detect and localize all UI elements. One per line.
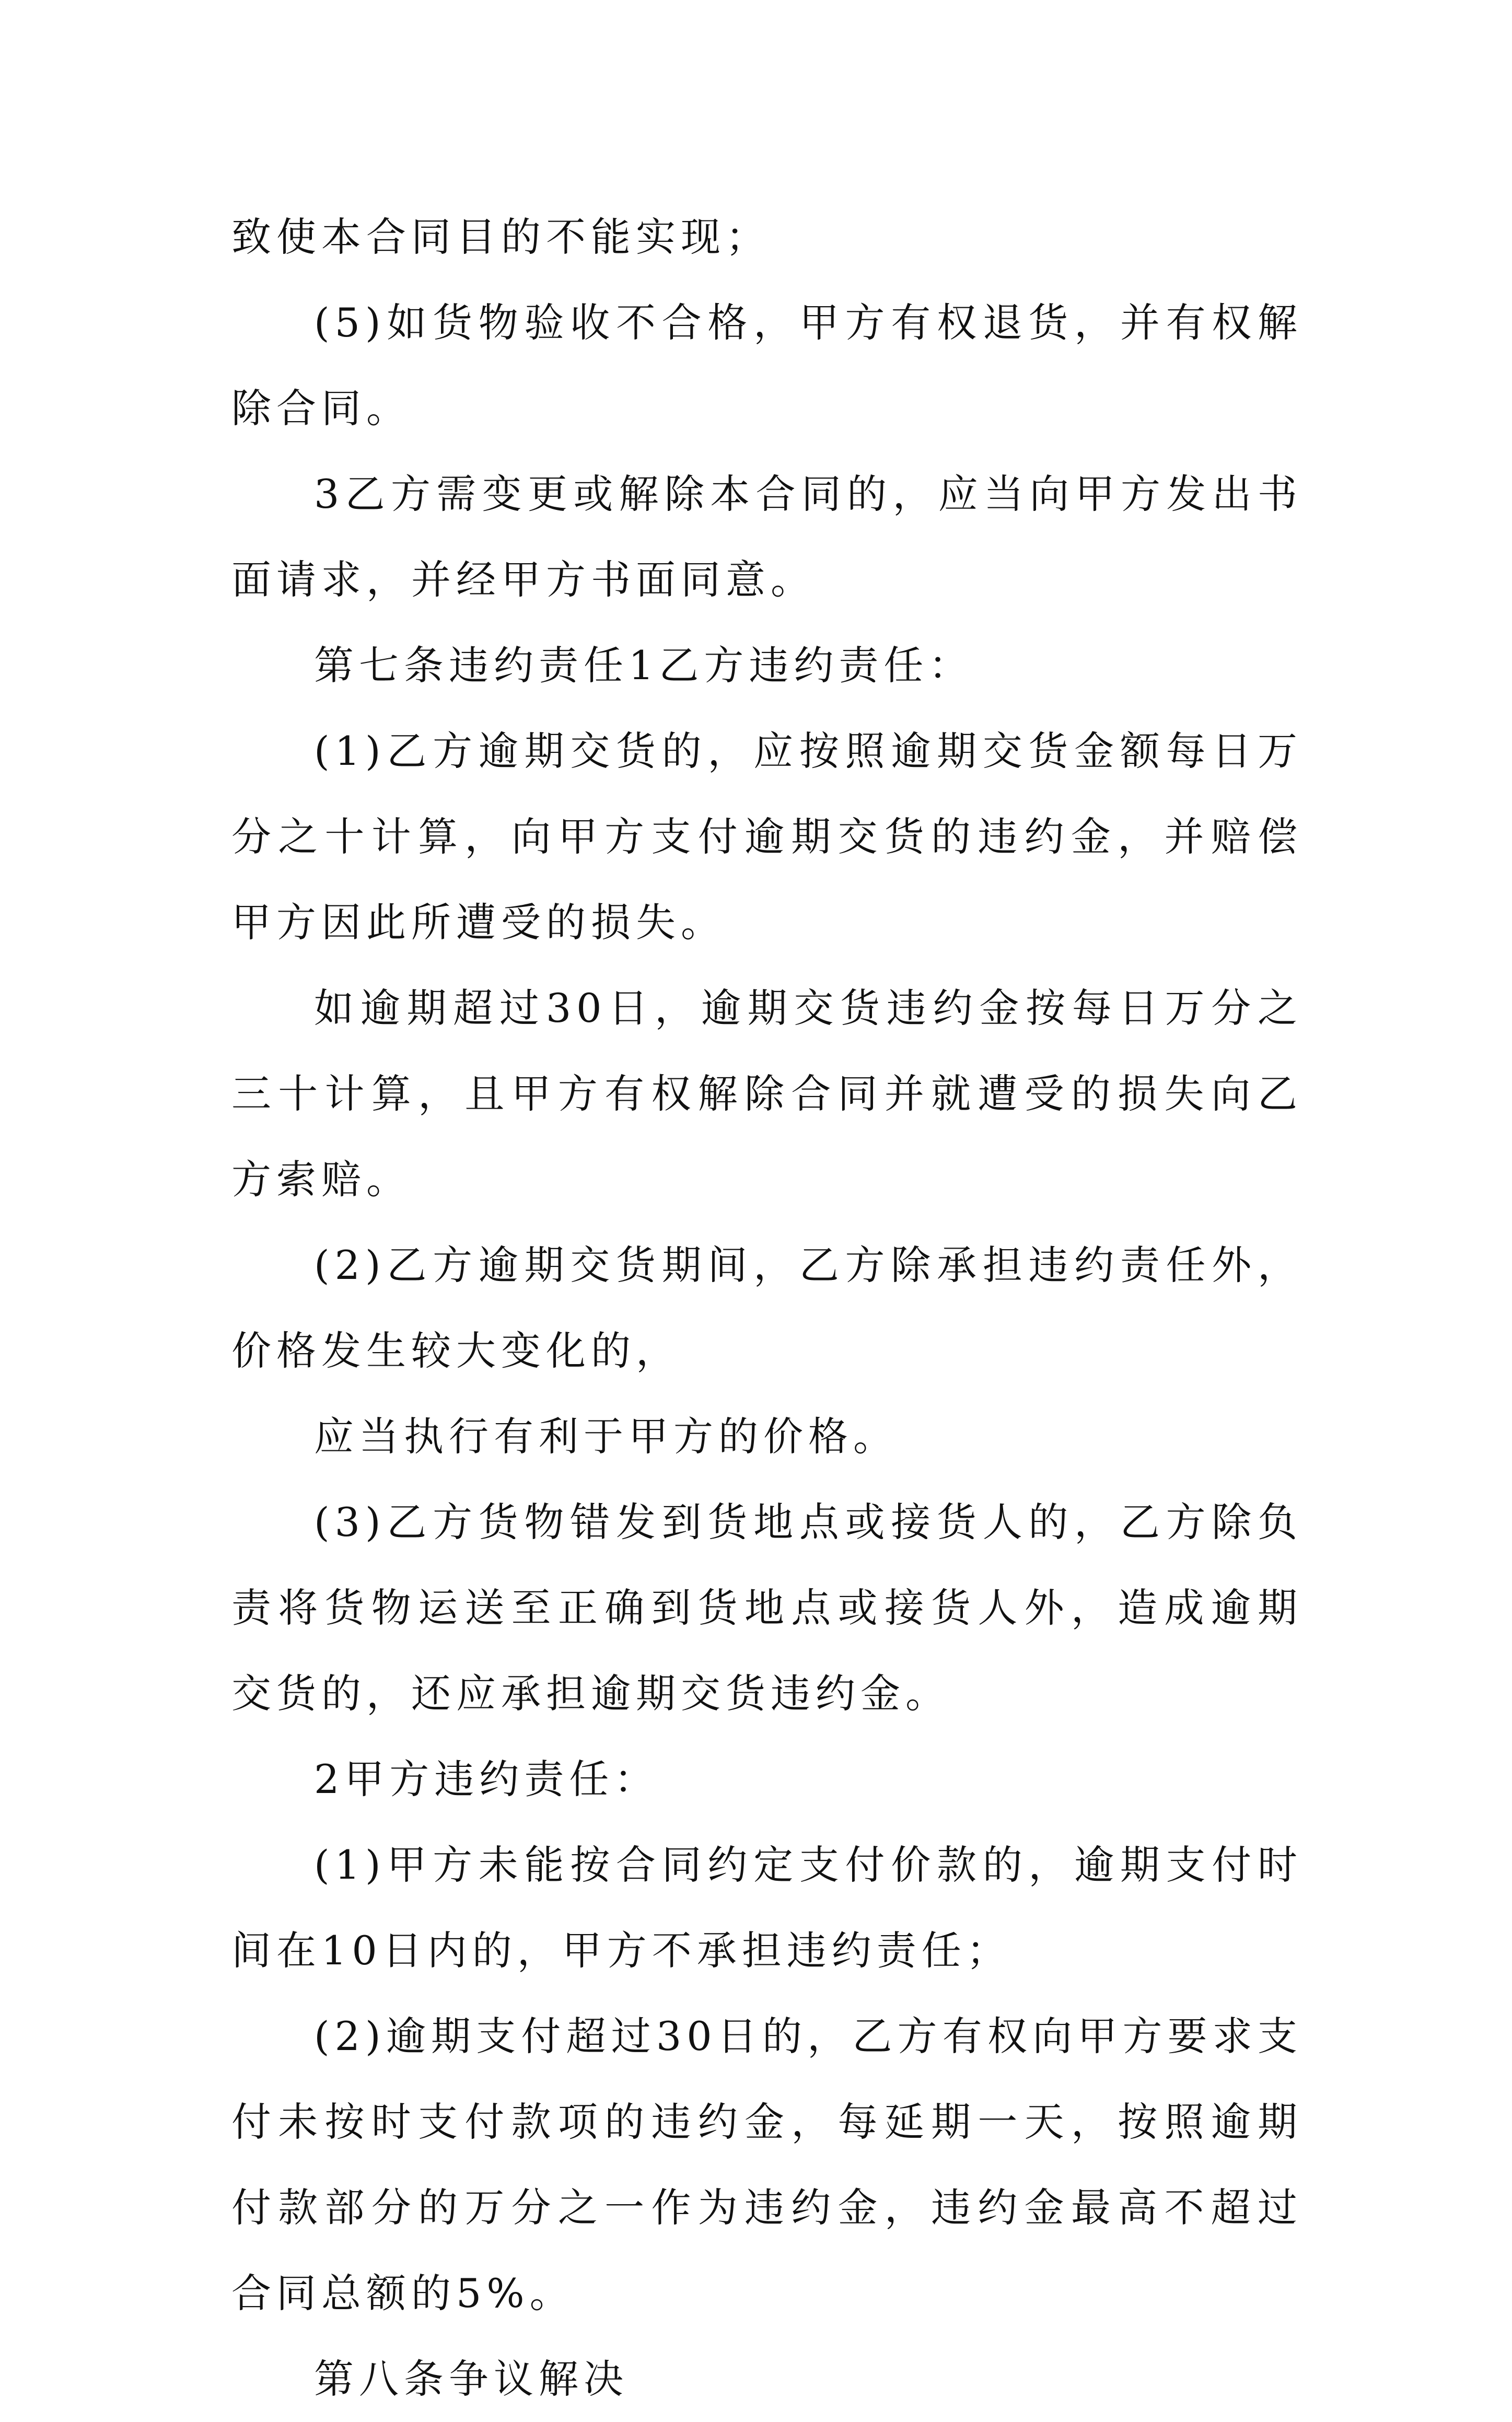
document-body: [231, 194, 1302, 2422]
paragraph-item-5-inspection: (5)如货物验收不合格，甲方有权退货，并有权解除合同。: [231, 299, 1302, 432]
paragraph-item-1-late-payment: (1)甲方未能按合同约定支付价款的，逾期支付时间在10日内的，甲方不承担违约责任；: [231, 1842, 1302, 1974]
paragraph-item-3-change-request: 3乙方需变更或解除本合同的，应当向甲方发出书面请求，并经甲方书面同意。: [231, 471, 1302, 603]
paragraph-item-1-late-delivery: (1)乙方逾期交货的，应按照逾期交货金额每日万分之十计算，向甲方支付逾期交货的违约金，并赔偿甲方因此所遭受的损失。: [231, 728, 1302, 946]
paragraph-item-3-wrong-delivery: (3)乙方货物错发到货地点或接货人的，乙方除负责将货物运送至正确到货地点或接货人外，造成逾期交货的，还应承担逾期交货违约金。: [231, 1499, 1302, 1717]
paragraph-party-a-liability: 2甲方违约责任：: [314, 1756, 659, 1802]
section-heading-article-8: 第八条争议解决: [314, 2356, 629, 2402]
paragraph-favorable-price: 应当执行有利于甲方的价格。: [314, 1413, 898, 1460]
paragraph-item-2-penalty: (2)逾期支付超过30日的，乙方有权向甲方要求支付未按时支付款项的违约金，每延期一天，按照逾期付款部分的万分之一作为违约金，违约金最高不超过合同总额的5%。: [231, 2013, 1302, 2316]
paragraph-overdue-30-days: 如逾期超过30日，逾期交货违约金按每日万分之三十计算，且甲方有权解除合同并就遭受的损失向乙方索赔。: [231, 985, 1302, 1203]
section-heading-article-7: 第七条违约责任1乙方违约责任：: [314, 642, 974, 689]
paragraph-clause-continuation: 致使本合同目的不能实现；: [231, 214, 771, 260]
paragraph-item-2-price-change: (2)乙方逾期交货期间，乙方除承担违约责任外，价格发生较大变化的，: [231, 1242, 1302, 1374]
